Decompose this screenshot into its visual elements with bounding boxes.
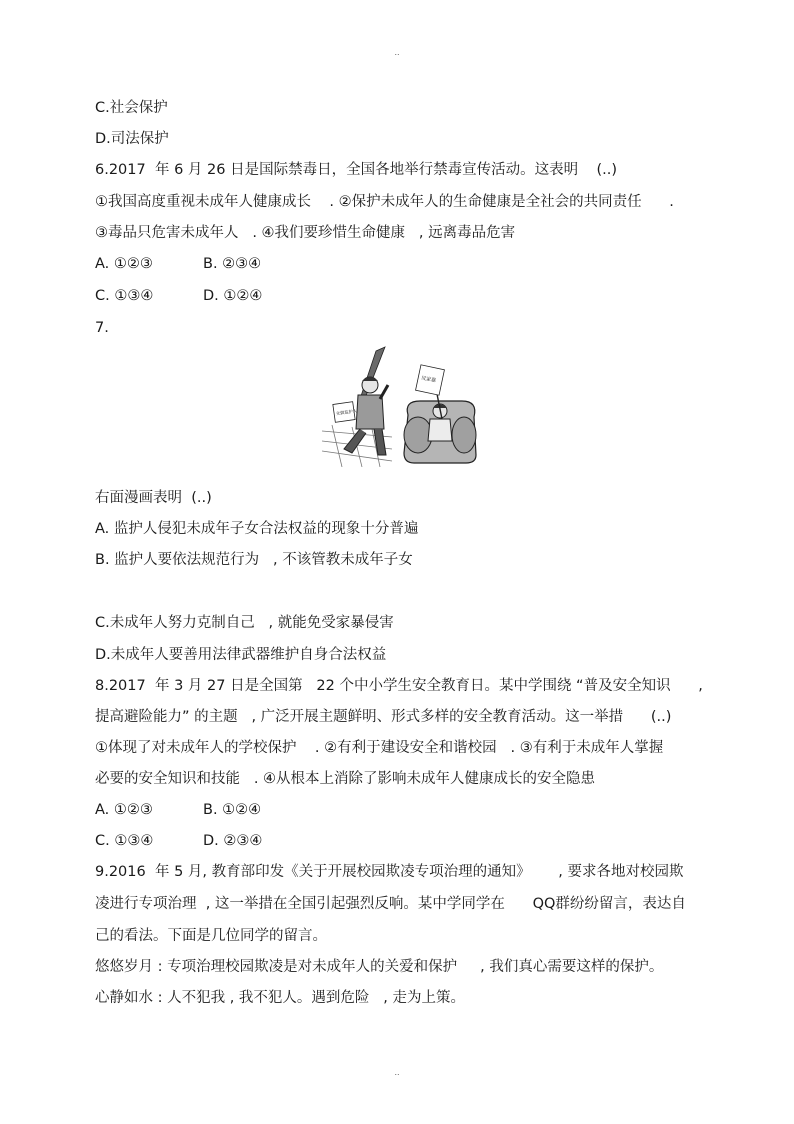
cartoon-illustration	[322, 345, 478, 467]
q9-message-2: 心静如水 : 人不犯我 , 我不犯人。遇到危险 , 走为上策。	[95, 990, 465, 1006]
q6-stem: 6.2017 年 6 月 26 日是国际禁毒日，全国各地举行禁毒宣传活动。这表明 (..)	[95, 162, 618, 178]
q6-option-d: D. ①②④	[203, 288, 263, 304]
q8-option-d: D. ②③④	[203, 833, 263, 849]
q7-stem: 右面漫画表明 (..)	[95, 490, 212, 506]
q8-statement-line-1: ①体现了对未成年人的学校保护 . ②有利于建设安全和谐校园 . ③有利于未成年人掌握	[95, 740, 664, 756]
q9-message-1: 悠悠岁月 : 专项治理校园欺凌是对未成年人的关爱和保护 , 我们真心需要这样的保护。	[95, 959, 664, 975]
q6-option-a: A. ①②③	[95, 256, 153, 272]
q7-number: 7.	[95, 320, 109, 336]
q8-stem-line-2: 提高避险能力” 的主题 , 广泛开展主题鲜明、形式多样的安全教育活动。这一举措 (..)	[95, 709, 672, 725]
q9-stem-line-3: 己的看法。下面是几位同学的留言。	[95, 928, 327, 944]
q7-option-c: C.未成年人努力克制自己 , 就能免受家暴侵害	[95, 615, 394, 631]
q9-stem-line-2: 凌进行专项治理 , 这一举措在全国引起强烈反响。某中学同学在 QQ群纷纷留言，表达自	[95, 896, 686, 912]
q8-option-a: A. ①②③	[95, 802, 153, 818]
q8-stem-line-1: 8.2017 年 3 月 27 日是全国第 22 个中小学生安全教育日。某中学围绕 “普及安全知识 ,	[95, 678, 703, 694]
q6-option-c: C. ①③④	[95, 288, 154, 304]
q8-statement-line-2: 必要的安全知识和技能 . ④从根本上消除了影响未成年人健康成长的安全隐患	[95, 771, 596, 787]
q5-option-c: C.社会保护	[95, 100, 168, 116]
q8-option-c: C. ①③④	[95, 833, 154, 849]
q6-statement-line-2: ③毒品只危害未成年人 . ④我们要珍惜生命健康 , 远离毒品危害	[95, 225, 516, 241]
q6-statement-line-1: ①我国高度重视未成年人健康成长 . ②保护未成年人的生命健康是全社会的共同责任 .	[95, 194, 674, 210]
cartoon-sign-left-text: 先做监护人	[335, 408, 358, 417]
q5-option-d: D.司法保护	[95, 131, 169, 147]
q8-option-b: B. ①②④	[203, 802, 262, 818]
q7-option-b: B. 监护人要依法规范行为 , 不该管教未成年子女	[95, 552, 413, 568]
q6-option-b: B. ②③④	[203, 256, 262, 272]
q7-option-a: A. 监护人侵犯未成年子女合法权益的现象十分普遍	[95, 521, 419, 537]
footer-mark: ..	[394, 1068, 400, 1077]
q9-stem-line-1: 9.2016 年 5 月, 教育部印发《关于开展校园欺凌专项治理的通知》 , 要求各地对校园欺	[95, 864, 684, 880]
cartoon-sign-right-text: 反家暴	[420, 375, 437, 385]
q7-option-d: D.未成年人要善用法律武器维护自身合法权益	[95, 647, 387, 663]
header-mark: ..	[394, 48, 400, 57]
